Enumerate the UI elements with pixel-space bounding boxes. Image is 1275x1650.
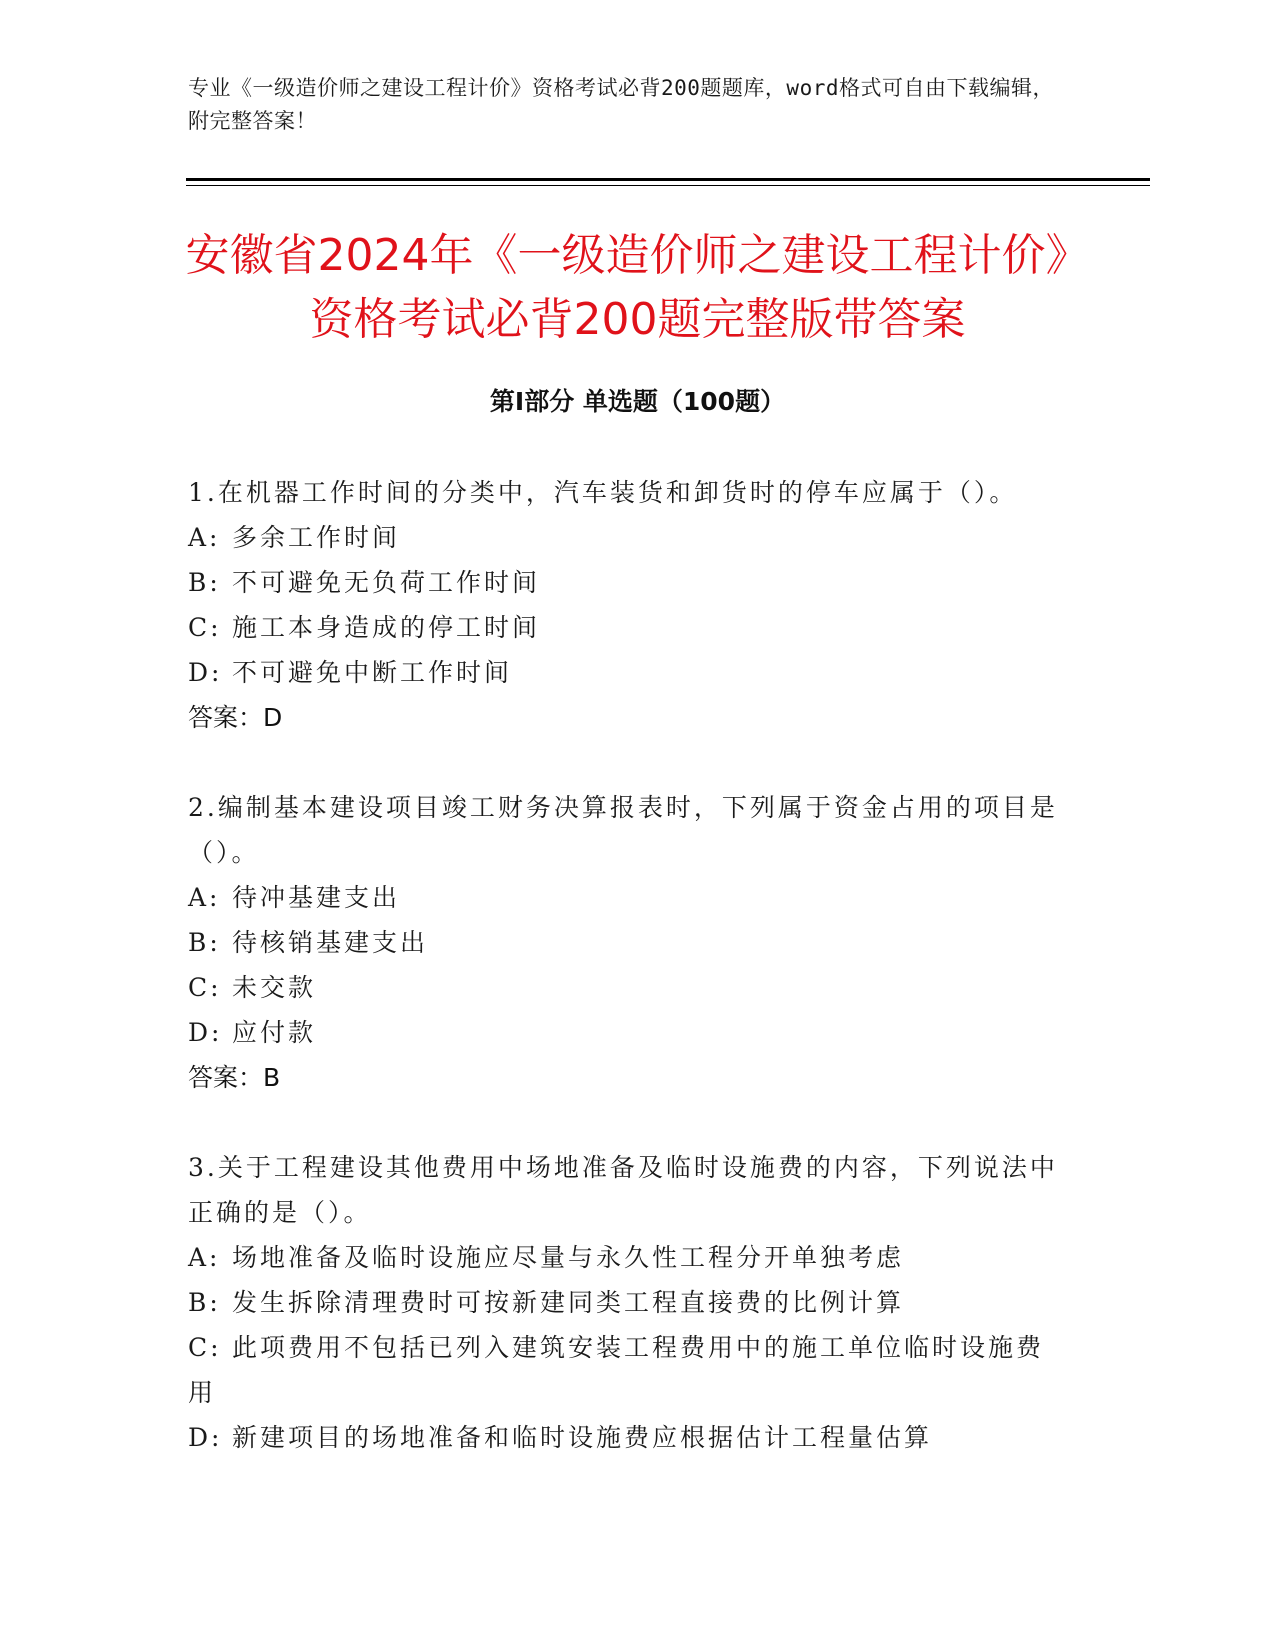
document-title: 安徽省2024年《一级造价师之建设工程计价》资格考试必背200题完整版带答案 — [185, 230, 1090, 345]
question-stem: 2.编制基本建设项目竣工财务决算报表时，下列属于资金占用的项目是（）。 — [188, 793, 1058, 867]
question-stem: 3.关于工程建设其他费用中场地准备及临时设施费的内容，下列说法中正确的是（）。 — [188, 1153, 1058, 1227]
option-letter: A: — [188, 523, 221, 552]
option-letter: B: — [188, 928, 221, 957]
question-list — [188, 470, 1068, 1505]
header-divider-thick — [186, 178, 1150, 181]
option-text: 未交款 — [232, 973, 317, 1002]
option-letter: A: — [188, 883, 221, 912]
answer-line: 答案：B — [188, 1063, 281, 1092]
option-a — [188, 875, 1068, 920]
option-text: 待核销基建支出 — [232, 928, 429, 957]
option-d — [188, 1415, 1068, 1460]
option-letter: B: — [188, 568, 221, 597]
answer-line: 答案：D — [188, 703, 283, 732]
option-text: 不可避免无负荷工作时间 — [232, 568, 541, 597]
option-c — [188, 1325, 1068, 1415]
question-3 — [188, 1145, 1068, 1460]
option-letter: C: — [188, 613, 222, 642]
option-text: 场地准备及临时设施应尽量与永久性工程分开单独考虑 — [232, 1243, 905, 1272]
header-note: 专业《一级造价师之建设工程计价》资格考试必背200题题库，word格式可自由下载编辑，附完整答案！ — [188, 76, 1054, 133]
option-a — [188, 1235, 1068, 1280]
option-letter: D: — [188, 1018, 223, 1047]
option-letter: C: — [188, 973, 222, 1002]
option-letter: A: — [188, 1243, 221, 1272]
option-text: 多余工作时间 — [232, 523, 401, 552]
option-c — [188, 605, 1068, 650]
option-text: 待冲基建支出 — [232, 883, 401, 912]
option-text: 新建项目的场地准备和临时设施费应根据估计工程量估算 — [232, 1423, 933, 1452]
option-text: 应付款 — [232, 1018, 317, 1047]
option-b — [188, 1280, 1068, 1325]
question-1 — [188, 470, 1068, 740]
header-divider-thin — [186, 185, 1150, 186]
question-stem: 1.在机器工作时间的分类中，汽车装货和卸货时的停车应属于（）。 — [188, 478, 1018, 507]
option-letter: B: — [188, 1288, 221, 1317]
option-letter: D: — [188, 1423, 223, 1452]
option-text: 施工本身造成的停工时间 — [232, 613, 541, 642]
option-d — [188, 1010, 1068, 1055]
option-text: 发生拆除清理费时可按新建同类工程直接费的比例计算 — [232, 1288, 905, 1317]
option-b — [188, 920, 1068, 965]
question-2 — [188, 785, 1068, 1100]
option-text: 不可避免中断工作时间 — [232, 658, 513, 687]
option-b — [188, 560, 1068, 605]
section-heading: 第I部分 单选题（100题） — [489, 387, 786, 416]
option-a — [188, 515, 1068, 560]
option-c — [188, 965, 1068, 1010]
option-text: 此项费用不包括已列入建筑安装工程费用中的施工单位临时设施费用 — [188, 1333, 1045, 1407]
option-d — [188, 650, 1068, 695]
option-letter: C: — [188, 1333, 222, 1362]
option-letter: D: — [188, 658, 223, 687]
